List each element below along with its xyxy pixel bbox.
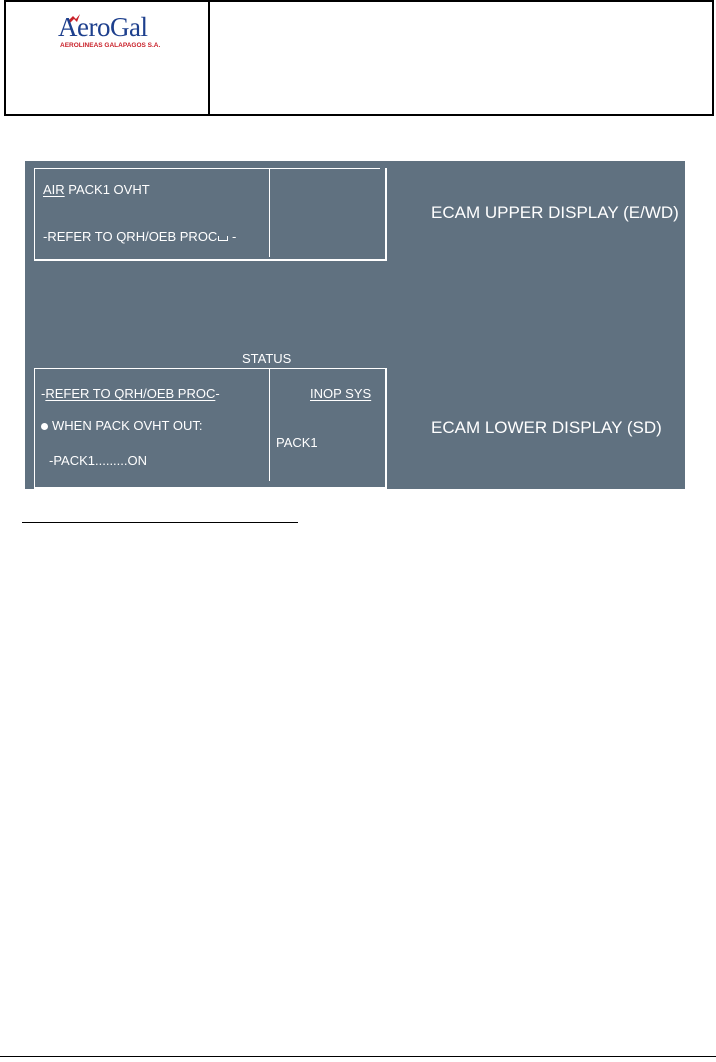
- upper-frame-top: [34, 168, 380, 169]
- document-header: [4, 0, 714, 116]
- upper-frame-right: [385, 168, 387, 261]
- upper-refer-text: -REFER TO QRH/OEB PROC: [43, 229, 218, 244]
- warning-system: AIR: [43, 182, 65, 197]
- upper-frame-bottom: [34, 259, 387, 261]
- upper-refer-suffix: -: [228, 229, 237, 244]
- warning-title: [43, 182, 150, 197]
- lower-refer-text: REFER TO QRH/OEB PROC: [45, 386, 216, 401]
- page-bottom-rule: [0, 1056, 716, 1057]
- inop-item: PACK1: [276, 435, 318, 450]
- lower-frame-top: [34, 368, 386, 369]
- lower-refer-line: -REFER TO QRH/OEB PROC-: [41, 386, 220, 401]
- small-bracket-icon: [218, 236, 228, 241]
- inop-sys-title: INOP SYS: [310, 386, 372, 401]
- upper-frame-left: [34, 168, 35, 259]
- ecam-display-panel: [25, 161, 685, 489]
- footnote-divider: [22, 522, 298, 523]
- title-cell: [210, 2, 712, 114]
- aerogal-logo: [58, 12, 178, 52]
- warning-message: PACK1 OVHT: [64, 182, 150, 197]
- logo-brand: AeroGal: [58, 12, 148, 42]
- upper-frame-divider: [269, 168, 270, 257]
- lower-frame-bottom: [34, 487, 387, 489]
- status-title: STATUS: [242, 351, 292, 366]
- lower-frame-right: [385, 368, 387, 489]
- condition-text: WHEN PACK OVHT OUT:: [52, 418, 203, 433]
- bullet-icon: [41, 423, 48, 430]
- action-text: -PACK1.........ON: [49, 453, 148, 468]
- upper-display-label: ECAM UPPER DISPLAY (E/WD): [431, 203, 679, 222]
- lower-display-label: ECAM LOWER DISPLAY (SD): [431, 418, 662, 437]
- lower-frame-divider: [269, 368, 270, 481]
- logo-cell: [6, 2, 210, 114]
- upper-refer-line: [43, 229, 236, 244]
- logo-tagline: AEROLINEAS GALAPAGOS S.A.: [60, 42, 161, 49]
- lower-frame-left: [34, 368, 35, 489]
